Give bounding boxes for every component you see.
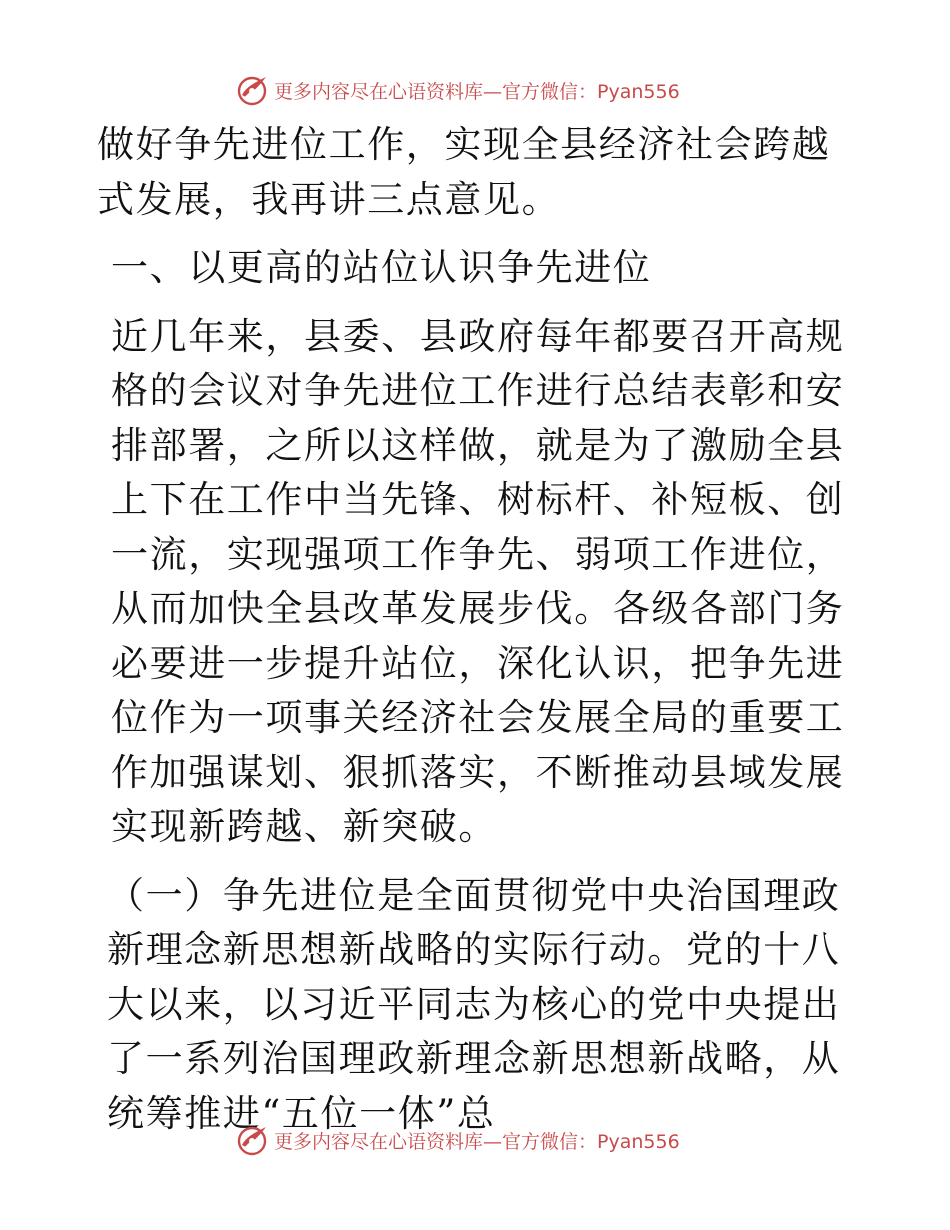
watermark-wechat-id: Pyan556: [597, 80, 680, 103]
body-paragraph-2: （一）争先进位是全面贯彻党中央治国理政新理念新思想新战略的实际行动。党的十八大以来，以习近平同志为核心的党中央提出了一系列治国理政新理念新思想新战略，从统筹推进“五位一体”总: [107, 873, 841, 1135]
watermark-text: 更多内容尽在心语资料库—官方微信：Pyan556: [274, 1130, 680, 1153]
watermark-text: 更多内容尽在心语资料库—官方微信：Pyan556: [274, 80, 680, 103]
intro-paragraph: 做好争先进位工作，实现全县经济社会跨越式发展，我再讲三点意见。: [97, 123, 831, 221]
body-paragraph-1: 近几年来，县委、县政府每年都要召开高规格的会议对争先进位工作进行总结表彰和安排部署，之所以这样做，就是为了激励全县上下在工作中当先锋、树标杆、补短板、创一流，实现强项工作争先、弱项工作进位，从而加快全县改革发展步伐。各级各部门务必要进一步提升站位，深化认识，把争先进位作为一项事关经济社会发展全局的重要工作加强谋划、狠抓落实，不断推动县域发展实现新跨越、新突破。: [111, 314, 845, 848]
section-heading: 一、以更高的站位认识争先进位: [111, 246, 652, 289]
watermark-footer: [236, 1122, 680, 1158]
document-body: [97, 118, 857, 1141]
watermark-wechat-id: Pyan556: [597, 1130, 680, 1153]
quill-logo-icon: [236, 73, 270, 107]
quill-logo-icon: [236, 1123, 270, 1157]
watermark-header: [236, 72, 680, 108]
